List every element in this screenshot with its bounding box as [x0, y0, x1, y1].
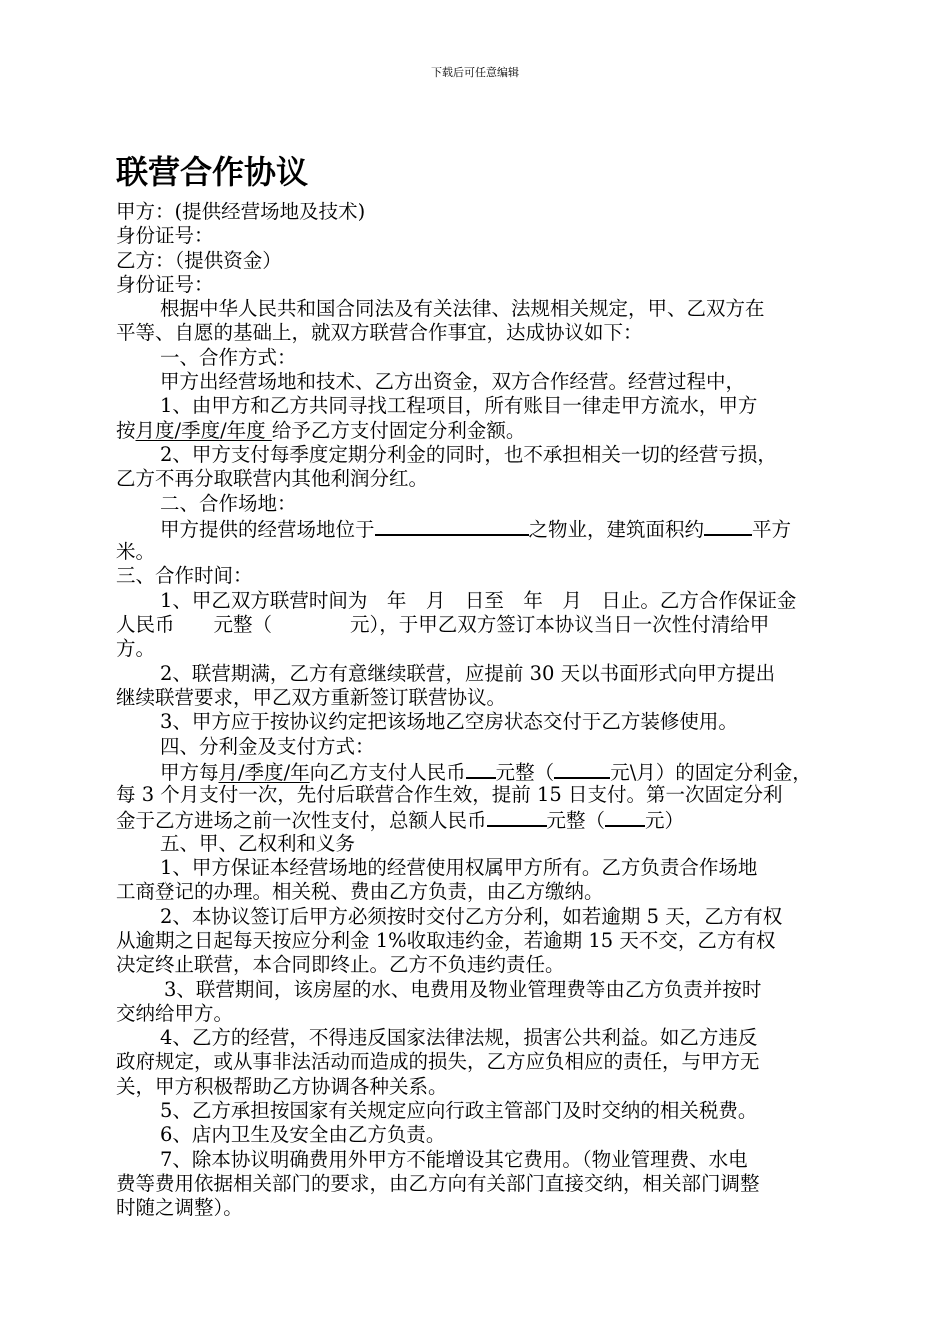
- text-fragment: 元整（: [495, 760, 555, 784]
- site-line-1: [116, 516, 866, 540]
- blank-amount: [554, 759, 610, 779]
- text-fragment: 之物业，建筑面积约: [528, 517, 705, 541]
- text-fragment: 金于乙方进场之前一次性支付，总额人民币: [116, 809, 487, 833]
- clause-5-7-line-3: 时随之调整）。: [116, 1196, 243, 1220]
- clause-3-3-line: 3、甲方应于按协议约定把该场地乙空房状态交付于乙方装修使用。: [160, 710, 738, 734]
- clause-5-2-line-2: 从逾期之日起每天按应分利金 1%收取违约金，若逾期 15 天不交，乙方有权: [116, 928, 776, 952]
- party-b-line: 乙方：（提供资金）: [116, 248, 282, 272]
- party-a-id-line: 身份证号：: [116, 224, 214, 248]
- clause-3-1-line-2: 人民币 元整（ 元），于甲乙双方签订本协议当日一次性付清给甲: [116, 613, 770, 637]
- text-fragment: 给予乙方支付固定分利金额。: [271, 418, 526, 442]
- blank-total-amount: [605, 807, 645, 827]
- clause-5-5-line: 5、乙方承担按国家有关规定应向行政主管部门及时交纳的相关税费。: [160, 1098, 758, 1122]
- text-fragment: 元整（: [546, 809, 606, 833]
- clause-1-1-line-2: [116, 419, 866, 443]
- clause-1-2-line-2: 乙方不再分取联营内其他利润分红。: [116, 467, 429, 491]
- clause-1-2-line-1: 2、甲方支付每季度定期分利金的同时，也不承担相关一切的经营亏损，: [160, 442, 777, 466]
- payment-line-3: [116, 807, 866, 831]
- blank-site-location: [375, 516, 529, 536]
- section-heading-3: 三、合作时间：: [116, 564, 253, 588]
- clause-5-2-line-3: 决定终止联营，本合同即终止。乙方不负违约责任。: [116, 953, 565, 977]
- clause-3-1-line-3: 方。: [116, 637, 156, 661]
- document-title: 联营合作协议: [116, 153, 309, 191]
- text-fragment: 甲方每: [160, 760, 219, 784]
- text-fragment: 按: [116, 418, 136, 442]
- blank-total-amount: [487, 807, 547, 827]
- underlined-period-options: 月度/季度/年度: [135, 418, 272, 442]
- header-note: 下载后可任意编辑: [431, 66, 519, 79]
- underlined-period-options: 月/季度/年: [218, 760, 310, 784]
- clause-5-2-line-1: 2、本协议签订后甲方必须按时交付乙方分利，如若逾期 5 天，乙方有权: [160, 904, 783, 928]
- section-heading-5: 五、甲、乙权利和义务: [160, 831, 356, 855]
- clause-5-6-line: 6、店内卫生及安全由乙方负责。: [160, 1123, 446, 1147]
- text-fragment: 元）: [645, 809, 685, 833]
- blank-amount: [466, 759, 496, 779]
- section-heading-2: 二、合作场地：: [160, 491, 297, 515]
- preamble-line-2: 平等、自愿的基础上，就双方联营合作事宜，达成协议如下：: [116, 321, 643, 345]
- clause-5-7-line-1: 7、除本协议明确费用外甲方不能增设其它费用。（物业管理费、水电: [160, 1147, 748, 1171]
- clause-3-2-line-1: 2、联营期满，乙方有意继续联营，应提前 30 天以书面形式向甲方提出: [160, 661, 776, 685]
- text-fragment: 向乙方支付人民币: [309, 760, 466, 784]
- clause-3-2-line-2: 继续联营要求，甲乙双方重新签订联营协议。: [116, 685, 507, 709]
- clause-5-1-line-2: 工商登记的办理。相关税、费由乙方负责，由乙方缴纳。: [116, 880, 604, 904]
- preamble-line-1: 根据中华人民共和国合同法及有关法律、法规相关规定，甲、乙双方在: [160, 297, 765, 321]
- text-fragment: 平方: [752, 517, 792, 541]
- paragraph-line: 甲方出经营场地和技术、乙方出资金，双方合作经营。经营过程中，: [160, 370, 746, 394]
- clause-5-7-line-2: 费等费用依据相关部门的要求，由乙方向有关部门直接交纳，相关部门调整: [116, 1171, 760, 1195]
- document-body: [116, 200, 866, 1220]
- payment-line-1: [116, 759, 866, 783]
- clause-1-1-line-1: 1、由甲方和乙方共同寻找工程项目，所有账目一律走甲方流水，甲方: [160, 394, 758, 418]
- party-a-line: 甲方：(提供经营场地及技术): [116, 200, 366, 223]
- clause-5-4-line-3: 关，甲方积极帮助乙方协调各种关系。: [116, 1074, 448, 1098]
- section-heading-1: 一、合作方式：: [160, 345, 297, 369]
- site-line-2: 米。: [116, 540, 156, 564]
- clause-3-1-line-1: 1、甲乙双方联营时间为 年 月 日至 年 月 日止。乙方合作保证金: [160, 588, 797, 612]
- payment-line-2: 每 3 个月支付一次，先付后联营合作生效，提前 15 日支付。第一次固定分利: [116, 783, 783, 807]
- party-b-id-line: 身份证号：: [116, 272, 214, 296]
- clause-5-4-line-1: 4、乙方的经营，不得违反国家法律法规，损害公共利益。如乙方违反: [160, 1026, 758, 1050]
- text-fragment: 甲方提供的经营场地位于: [160, 517, 375, 541]
- clause-5-3-line-1: 3、联营期间，该房屋的水、电费用及物业管理费等由乙方负责并按时: [164, 977, 762, 1001]
- blank-area: [704, 516, 752, 536]
- clause-5-1-line-1: 1、甲方保证本经营场地的经营使用权属甲方所有。乙方负责合作场地: [160, 856, 758, 880]
- text-fragment: 元\月）的固定分利金，: [610, 760, 812, 784]
- clause-5-4-line-2: 政府规定，或从事非法活动而造成的损失，乙方应负相应的责任，与甲方无: [116, 1050, 760, 1074]
- section-heading-4: 四、分利金及支付方式：: [160, 734, 375, 758]
- clause-5-3-line-2: 交纳给甲方。: [116, 1001, 234, 1025]
